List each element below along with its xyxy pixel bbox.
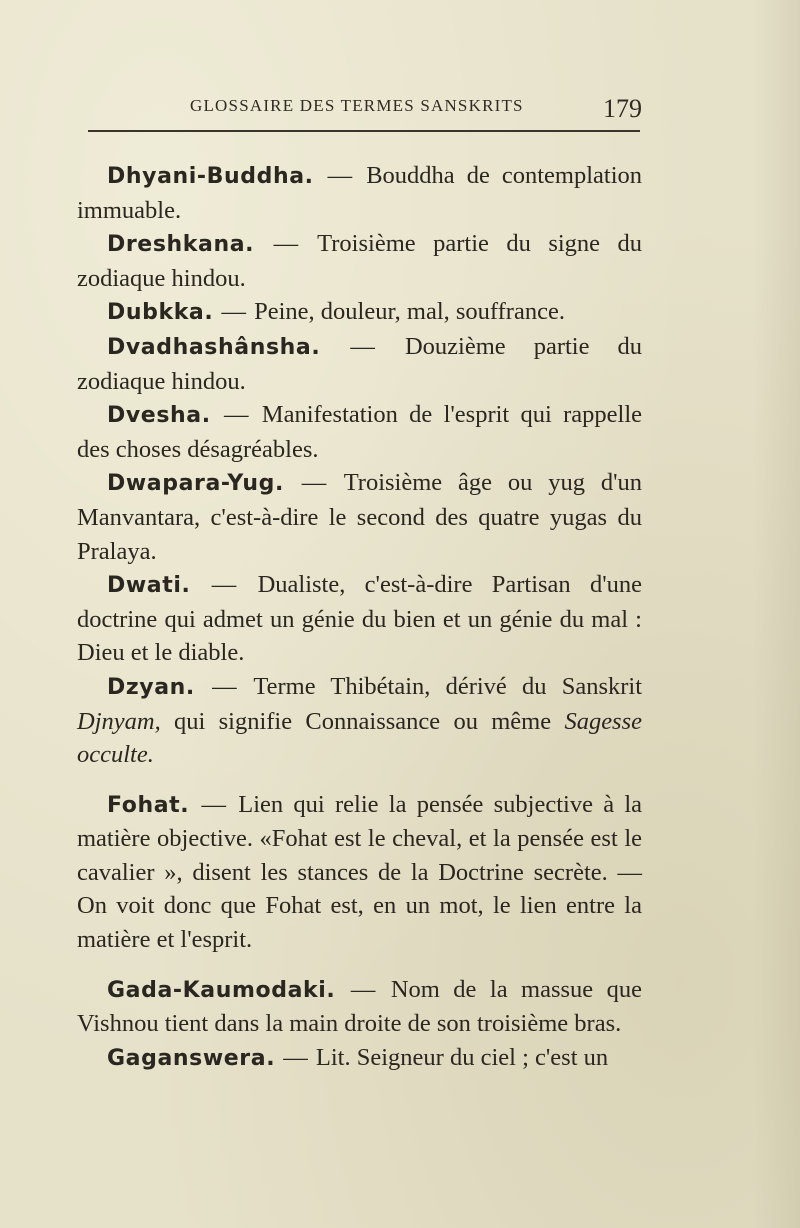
entry-term: Dhyani-Buddha. xyxy=(107,164,314,189)
glossary-body xyxy=(77,159,642,1075)
entry-definition-part: qui signifie Connaissance ou même xyxy=(174,707,552,735)
glossary-entry-dwati xyxy=(77,568,642,670)
entry-definition-part: Terme Thibétain, dérivé du Sanskrit xyxy=(253,672,643,700)
entry-definition: Troisième partie du signe du zodiaque hindou. xyxy=(77,230,643,292)
entry-italic-term: Sagesse occulte. xyxy=(77,707,643,769)
entry-term: Dvesha. xyxy=(107,403,211,429)
entry-term: Fohat. xyxy=(107,792,190,818)
entry-term: Dwapara-Yug. xyxy=(107,471,284,497)
glossary-entry-dvadhashansha xyxy=(77,330,642,398)
entry-dash: — xyxy=(327,162,353,189)
entry-italic-term: Djnyam, xyxy=(77,707,161,735)
entry-dash: — xyxy=(211,571,237,599)
entry-definition: Troisième âge ou yug d'un Manvantara, c'est-à-dire le second des quatre yugas du Pralaya. xyxy=(77,469,642,565)
entry-dash: — xyxy=(223,401,249,429)
entry-dash: — xyxy=(350,332,375,360)
glossary-entry-fohat xyxy=(77,788,642,957)
entry-term: Dzyan. xyxy=(107,674,195,700)
entry-term: Dvadhashânsha. xyxy=(107,334,321,360)
entry-dash: — xyxy=(201,790,226,818)
entry-term: Gaganswera. xyxy=(107,1045,276,1071)
entry-term: Dubkka. xyxy=(107,300,214,326)
entry-term: Dwati. xyxy=(107,573,191,599)
entry-dash: — xyxy=(283,1043,308,1071)
entry-definition: Peine, douleur, mal, souffrance. xyxy=(254,298,565,326)
entry-definition: Bouddha de contemplation immuable. xyxy=(77,162,643,224)
glossary-entry-dwapara-yug xyxy=(77,466,642,568)
page-number: 179 xyxy=(603,94,642,123)
running-head: GLOSSAIRE DES TERMES SANSKRITS xyxy=(190,96,524,115)
entry-definition: Lit. Seigneur du ciel ; c'est un xyxy=(315,1043,609,1071)
entry-dash: — xyxy=(221,298,246,326)
entry-dash: — xyxy=(301,469,327,497)
entry-definition: Manifestation de l'esprit qui rappelle des choses désagréables. xyxy=(77,401,643,463)
entry-term: Dreshkana. xyxy=(107,232,255,258)
entry-dash: — xyxy=(273,230,299,258)
entry-term: Gada-Kaumodaki. xyxy=(107,977,336,1003)
entry-dash: — xyxy=(350,975,376,1003)
glossary-entry-dvesha xyxy=(77,398,642,466)
entry-definition: Dualiste, c'est-à-dire Partisan d'une doctrine qui admet un génie du bien et un génie du mal : Dieu et le diable. xyxy=(77,571,643,667)
glossary-entry-dreshkana xyxy=(77,227,642,295)
glossary-entry-dhyani-buddha xyxy=(77,159,642,227)
glossary-entry-gaganswera xyxy=(77,1041,642,1076)
entry-definition: Lien qui relie la pensée subjective à la matière objective. «Fohat est le cheval, et la pensée est le cavalier », disent les stances de la Doctrine secrète. — On voit donc que Fohat est, en un mot, le lien entre la matière et l'esprit. xyxy=(77,790,643,954)
glossary-entry-dubkka xyxy=(77,295,642,330)
entry-dash: — xyxy=(212,672,237,700)
entry-definition: Nom de la massue que Vishnou tient dans la main droite de son troisième bras. xyxy=(77,975,643,1038)
glossary-entry-gada-kaumodaki xyxy=(77,973,642,1041)
glossary-entry-dzyan xyxy=(77,670,642,772)
header-rule xyxy=(88,130,640,132)
entry-definition: Douzième partie du zodiaque hindou. xyxy=(77,332,643,395)
